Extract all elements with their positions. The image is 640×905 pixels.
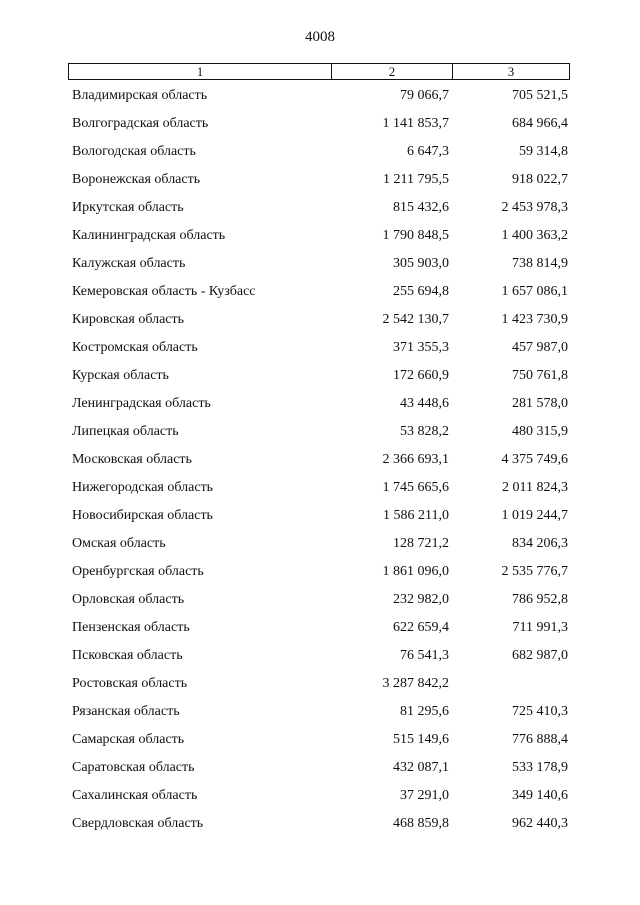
value-col-2: 79 066,7: [400, 88, 449, 103]
value-col-2: 2 542 130,7: [382, 312, 449, 327]
value-col-3: 4 375 749,6: [501, 452, 568, 467]
region-name: Воронежская область: [72, 172, 201, 187]
header-col-1: 1: [69, 64, 332, 79]
value-col-2: 76 541,3: [400, 648, 449, 663]
region-name: Вологодская область: [72, 144, 196, 159]
table-row: [0, 140, 640, 168]
table-body: [0, 84, 640, 840]
table-row: [0, 756, 640, 784]
value-col-3: 738 814,9: [512, 256, 568, 271]
value-col-3: 2 011 824,3: [502, 480, 568, 495]
value-col-3: 750 761,8: [512, 368, 568, 383]
region-name: Московская область: [72, 452, 192, 467]
value-col-3: 711 991,3: [512, 620, 568, 635]
value-col-2: 515 149,6: [393, 732, 449, 747]
region-name: Рязанская область: [72, 704, 180, 719]
value-col-3: 59 314,8: [519, 144, 568, 159]
value-col-2: 815 432,6: [393, 200, 449, 215]
table-row: [0, 420, 640, 448]
region-name: Оренбургская область: [72, 564, 204, 579]
region-name: Волгоградская область: [72, 116, 209, 131]
region-name: Ростовская область: [72, 676, 188, 691]
table-row: [0, 784, 640, 812]
value-col-3: 962 440,3: [512, 816, 568, 831]
table-row: [0, 672, 640, 700]
value-col-3: 918 022,7: [512, 172, 568, 187]
region-name: Сахалинская область: [72, 788, 198, 803]
table-row: [0, 504, 640, 532]
value-col-2: 1 141 853,7: [382, 116, 449, 131]
table-row: [0, 812, 640, 840]
value-col-2: 128 721,2: [393, 536, 449, 551]
table-row: [0, 308, 640, 336]
table-row: [0, 700, 640, 728]
value-col-3: 725 410,3: [512, 704, 568, 719]
region-name: Липецкая область: [72, 424, 179, 439]
value-col-2: 37 291,0: [400, 788, 449, 803]
value-col-2: 81 295,6: [400, 704, 449, 719]
value-col-2: 255 694,8: [393, 284, 449, 299]
value-col-2: 172 660,9: [393, 368, 449, 383]
value-col-3: 533 178,9: [512, 760, 568, 775]
header-col-3: 3: [507, 64, 515, 79]
table-row: [0, 252, 640, 280]
value-col-2: 371 355,3: [393, 340, 449, 355]
table-row: [0, 560, 640, 588]
region-name: Псковская область: [72, 648, 183, 663]
value-col-3: 1 423 730,9: [501, 312, 568, 327]
value-col-2: 1 861 096,0: [382, 564, 449, 579]
table-row: [0, 644, 640, 672]
region-name: Омская область: [72, 536, 166, 551]
table-row: [0, 616, 640, 644]
value-col-3: 1 400 363,2: [501, 228, 568, 243]
value-col-2: 6 647,3: [407, 144, 449, 159]
header-col-2: 2: [332, 64, 453, 79]
region-name: Ленинградская область: [72, 396, 211, 411]
value-col-3: 705 521,5: [512, 88, 568, 103]
value-col-3: 480 315,9: [512, 424, 568, 439]
region-name: Калининградская область: [72, 228, 226, 243]
value-col-2: 305 903,0: [393, 256, 449, 271]
region-name: Нижегородская область: [72, 480, 214, 495]
value-col-2: 1 790 848,5: [382, 228, 449, 243]
value-col-3: 684 966,4: [512, 116, 568, 131]
value-col-2: 622 659,4: [393, 620, 449, 635]
region-name: Кировская область: [72, 312, 185, 327]
value-col-2: 432 087,1: [393, 760, 449, 775]
table-row: [0, 112, 640, 140]
region-name: Калужская область: [72, 256, 186, 271]
region-name: Костромская область: [72, 340, 198, 355]
value-col-3: 457 987,0: [512, 340, 568, 355]
table-row: [0, 476, 640, 504]
value-col-2: 1 211 795,5: [383, 172, 449, 187]
table-header: [68, 63, 570, 80]
region-name: Свердловская область: [72, 816, 204, 831]
value-col-2: 468 859,8: [393, 816, 449, 831]
table-row: [0, 588, 640, 616]
region-name: Иркутская область: [72, 200, 184, 215]
table-row: [0, 448, 640, 476]
table-row: [0, 364, 640, 392]
table-row: [0, 196, 640, 224]
region-name: Новосибирская область: [72, 508, 213, 523]
table-row: [0, 84, 640, 112]
region-name: Владимирская область: [72, 88, 208, 103]
value-col-3: 349 140,6: [512, 788, 568, 803]
value-col-3: 1 657 086,1: [501, 284, 568, 299]
value-col-3: 2 453 978,3: [501, 200, 568, 215]
value-col-3: 786 952,8: [512, 592, 568, 607]
value-col-3: 2 535 776,7: [501, 564, 568, 579]
region-name: Кемеровская область - Кузбасс: [72, 284, 256, 299]
value-col-2: 3 287 842,2: [382, 676, 449, 691]
table-row: [0, 728, 640, 756]
table-row: [0, 280, 640, 308]
region-name: Саратовская область: [72, 760, 195, 775]
value-col-2: 2 366 693,1: [382, 452, 449, 467]
page-number: 4008: [305, 29, 335, 45]
value-col-2: 1 745 665,6: [382, 480, 449, 495]
value-col-2: 43 448,6: [400, 396, 449, 411]
table-row: [0, 168, 640, 196]
value-col-2: 53 828,2: [400, 424, 449, 439]
value-col-2: 1 586 211,0: [383, 508, 449, 523]
region-name: Пензенская область: [72, 620, 190, 635]
value-col-3: 1 019 244,7: [501, 508, 568, 523]
table-row: [0, 224, 640, 252]
value-col-2: 232 982,0: [393, 592, 449, 607]
region-name: Курская область: [72, 368, 169, 383]
value-col-3: 834 206,3: [512, 536, 568, 551]
table-row: [0, 336, 640, 364]
region-name: Орловская область: [72, 592, 185, 607]
value-col-3: 682 987,0: [512, 648, 568, 663]
value-col-3: 776 888,4: [512, 732, 568, 747]
table-row: [0, 392, 640, 420]
table-row: [0, 532, 640, 560]
region-name: Самарская область: [72, 732, 185, 747]
value-col-3: 281 578,0: [512, 396, 568, 411]
